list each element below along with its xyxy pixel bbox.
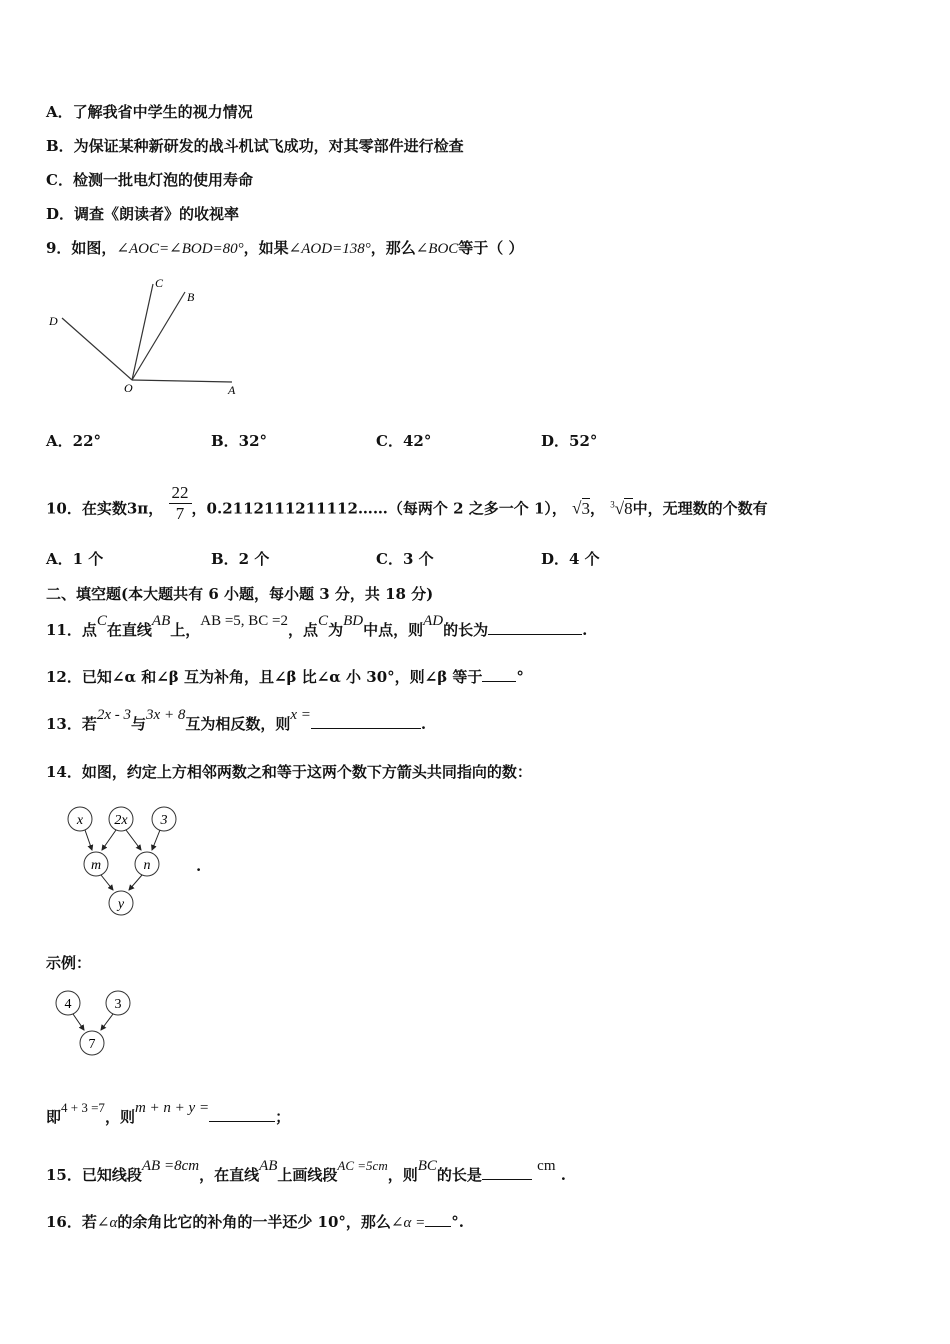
q11-line-ab: AB [151, 613, 171, 629]
q10-text: ， [148, 499, 164, 518]
q9-stem [46, 237, 524, 260]
fraction-numerator: 22 [169, 483, 192, 504]
q10-sqrt3: √3 [572, 498, 591, 518]
q16-answer-blank[interactable] [425, 1212, 451, 1227]
q14-example-figure [50, 988, 140, 1058]
q9-text: ，那么 [370, 239, 416, 257]
q10-option-b: B．2 个 [211, 550, 270, 568]
q11-answer-blank[interactable] [488, 620, 582, 635]
q14-answer-line [46, 1100, 291, 1129]
q13-number: 13．若 [46, 715, 97, 733]
q9-angle-figure [40, 270, 260, 400]
example-node-3-label: 3 [114, 997, 122, 1012]
q14-tree-figure [60, 800, 190, 925]
q11-text: 中点，则 [363, 621, 424, 639]
q10-text: ， [590, 499, 606, 518]
q9-text: ，如果 [243, 239, 289, 257]
q15-line-ab: AB [259, 1158, 278, 1174]
label-d: D [49, 314, 58, 328]
q12-answer-blank[interactable] [482, 667, 516, 682]
q9-condition-1: ∠AOC=∠BOD=80° [116, 241, 244, 257]
q12-stem [46, 666, 524, 688]
q11-segment-bd: BD [343, 613, 364, 629]
q14-expression: m + n + y = [134, 1100, 210, 1116]
q10-option-d: D．4 个 [541, 550, 600, 568]
q15-segment-bc: BC [417, 1158, 437, 1174]
q11-text: 在直线 [106, 621, 152, 639]
example-label: 示例： [46, 954, 92, 972]
q13-text: 与 [131, 715, 147, 733]
cbrt-index: 3 [610, 498, 615, 509]
example-node-7-label: 7 [88, 1037, 96, 1052]
q10-stem [46, 483, 768, 530]
q14-stem: 14．如图，约定上方相邻两数之和等于这两个数下方箭头共同指向的数： [46, 763, 532, 781]
q16-angle-eq: ∠α = [390, 1215, 426, 1231]
q13-expression-1: 2x - 3 [96, 707, 132, 723]
label-a: A [228, 383, 236, 397]
q15-ac-length: AC =5cm [337, 1158, 388, 1173]
q15-unit: cm [537, 1158, 556, 1174]
q14-figure-dot: . [196, 857, 202, 875]
q13-answer-blank[interactable] [311, 714, 421, 729]
label-b: B [187, 290, 195, 304]
q15-text: 上画线段 [277, 1166, 338, 1184]
q10-number: 10．在实数 [46, 499, 127, 518]
q16-stem [46, 1211, 464, 1234]
q12-text: 12．已知∠α 和∠β 互为补角，且∠β 比∠α 小 30°，则∠β 等于 [46, 668, 483, 686]
example-node-4-label: 4 [64, 997, 72, 1012]
q13-stem [46, 707, 427, 736]
node-n-label: n [143, 858, 151, 873]
q11-number: 11．点 [46, 621, 97, 639]
section-heading: 二、填空题(本大题共有 6 小题，每小题 3 分，共 18 分) [46, 585, 434, 603]
q11-text: 上， [170, 621, 201, 639]
label-o: O [124, 381, 133, 395]
q10-cbrt8: $^3$√8 [610, 498, 633, 518]
q10-option-a: A．1 个 [46, 550, 104, 568]
q13-expression-2: 3x + 8 [146, 707, 186, 723]
q10-option-c: C．3 个 [376, 550, 434, 568]
q11-equation: AB =5, BC =2 [200, 613, 289, 629]
q16-number: 16．若 [46, 1213, 97, 1231]
q15-text: ，在直线 [199, 1166, 260, 1184]
q8-option-a: A．了解我省中学生的视力情况 [46, 103, 253, 121]
node-x-label: x [76, 813, 84, 828]
q9-option-d: D．52° [541, 432, 598, 450]
q9-option-b: B．32° [211, 432, 268, 450]
q14-answer-blank[interactable] [209, 1107, 275, 1122]
q10-fraction [169, 483, 192, 524]
q15-number: 15．已知线段 [46, 1166, 142, 1184]
q16-angle: ∠α [96, 1215, 118, 1231]
q9-target: ∠BOC [415, 241, 459, 257]
q8-option-b: B．为保证某种新研发的战斗机试飞成功，对其零部件进行检查 [46, 137, 464, 155]
q11-text: ，点 [288, 621, 319, 639]
ray-oc [132, 284, 153, 380]
sqrt-radicand: 3 [581, 498, 591, 518]
q13-x: x = [290, 707, 311, 723]
q8-option-d: D．调查《朗读者》的收视率 [46, 205, 240, 223]
node-y-label: y [117, 897, 125, 912]
q10-text: ，0.2112111211112……（每两个 2 之多一个 1）， [191, 499, 567, 518]
q15-text: ，则 [387, 1166, 418, 1184]
node-2x-label: 2x [114, 813, 128, 828]
q10-text: 中，无理数的个数有 [632, 499, 768, 518]
q14-text: 即 [46, 1108, 62, 1126]
q11-point-c: C [96, 613, 107, 629]
q11-text: . [582, 621, 588, 639]
node-m-label: m [90, 858, 102, 873]
q11-stem [46, 613, 588, 642]
q16-text: °. [451, 1213, 464, 1231]
q9-option-a: A．22° [46, 432, 102, 450]
q11-point-c: C [318, 613, 329, 629]
q10-pi: 3π [126, 499, 149, 518]
q15-stem [46, 1158, 566, 1187]
q9-condition-2: ∠AOD=138° [288, 241, 371, 257]
node-3-label: 3 [160, 813, 168, 828]
q15-text: . [560, 1166, 566, 1184]
q9-number: 9．如图， [46, 239, 117, 257]
q15-text: 的长是 [436, 1166, 482, 1184]
q13-text: 互为相反数，则 [185, 715, 291, 733]
q11-segment-ad: AD [423, 613, 444, 629]
q15-ab-length: AB =8cm [141, 1158, 200, 1174]
q14-text: ； [275, 1108, 291, 1126]
q15-answer-blank[interactable] [482, 1165, 532, 1180]
q16-text: 的余角比它的补角的一半还少 10°，那么 [117, 1213, 391, 1231]
ray-ob [132, 292, 185, 380]
q14-text: ，则 [104, 1108, 135, 1126]
ray-od [62, 318, 132, 380]
q9-option-c: C．42° [376, 432, 432, 450]
q14-example-equation: 4 + 3 =7 [61, 1100, 105, 1115]
label-c: C [155, 276, 164, 290]
q11-text: 的长为 [443, 621, 489, 639]
ray-oa [132, 380, 232, 382]
fraction-denominator: 7 [175, 504, 185, 523]
q8-option-c: C．检测一批电灯泡的使用寿命 [46, 171, 253, 189]
q12-text: ° [516, 668, 524, 686]
cbrt-radicand: 8 [624, 498, 633, 518]
q9-text: 等于（ ） [458, 239, 524, 257]
q11-text: 为 [328, 621, 344, 639]
q13-text: . [420, 715, 427, 733]
